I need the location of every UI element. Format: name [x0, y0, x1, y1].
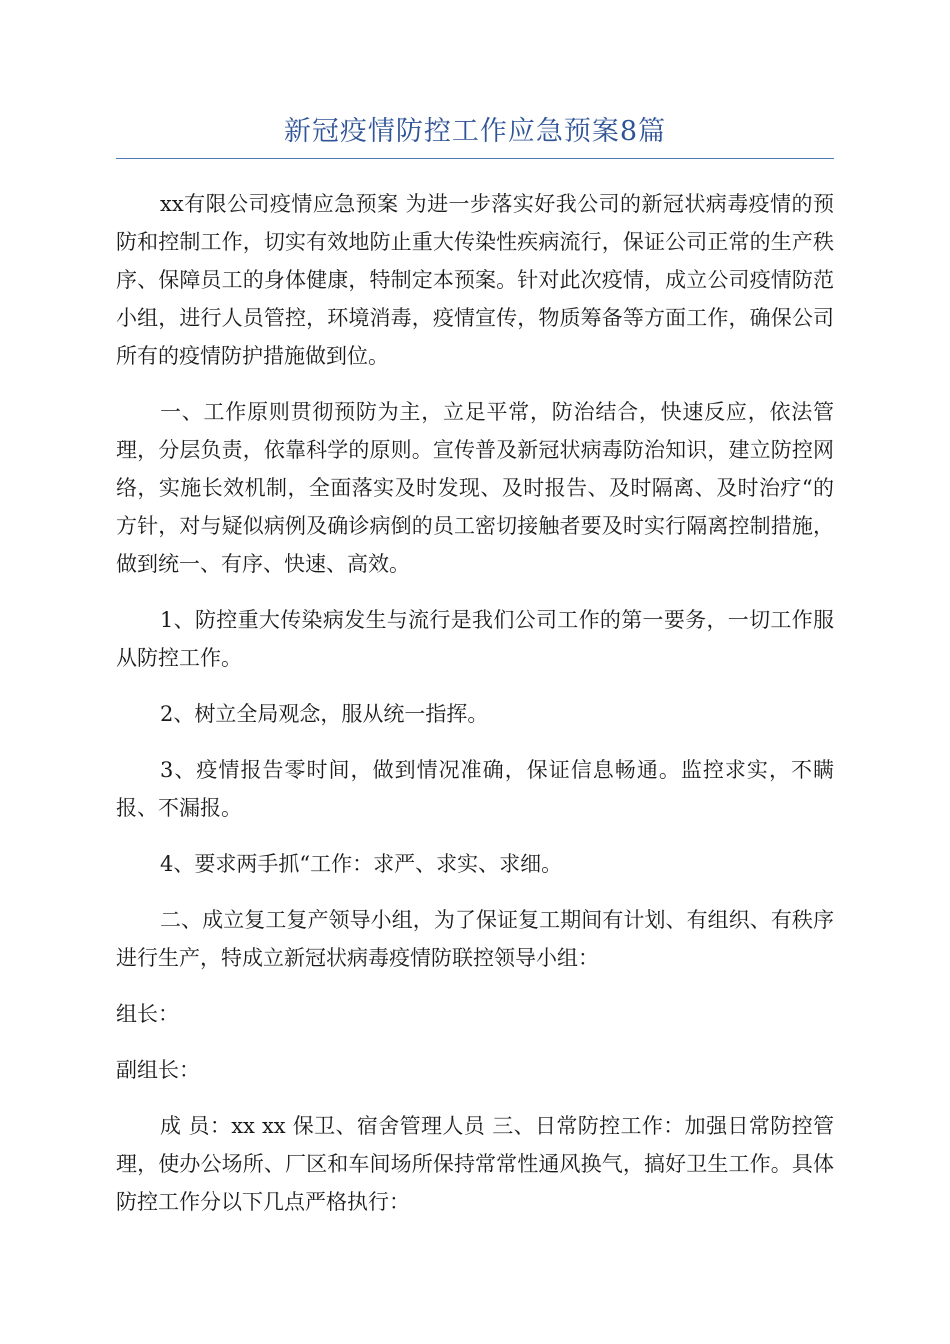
paragraph-group-leader: 组长：	[116, 1002, 179, 1026]
paragraph-leadership-group: 二、成立复工复产领导小组，为了保证复工期间有计划、有组织、有秩序进行生产，特成立新冠状病毒疫情防联控领导小组：	[116, 908, 834, 970]
paragraph-members-daily-control: 成 员：xx xx 保卫、宿舍管理人员 三、日常防控工作：加强日常防控管理，使办公场所、厂区和车间场所保持常常性通风换气，搞好卫生工作。具体防控工作分以下几点严格执行：	[116, 1114, 834, 1214]
document-page	[116, 112, 834, 1239]
paragraph-principles: 一、工作原则贯彻预防为主，立足平常，防治结合，快速反应，依法管理，分层负责，依靠科学的原则。宣传普及新冠状病毒防治知识，建立防控网络，实施长效机制，全面落实及时发现、及时报告、及时隔离、及时治疗“的方针，对与疑似病例及确诊病倒的员工密切接触者要及时实行隔离控制措施，做到统一、有序、快速、高效。	[116, 400, 834, 576]
title-block	[116, 112, 834, 159]
document-title: 新冠疫情防控工作应急预案8篇	[283, 116, 667, 147]
paragraph-item-3: 3、疫情报告零时间，做到情况准确，保证信息畅通。监控求实，不瞒报、不漏报。	[116, 758, 834, 820]
paragraph-item-2: 2、树立全局观念，服从统一指挥。	[160, 702, 489, 726]
paragraph-item-4: 4、要求两手抓“工作：求严、求实、求细。	[160, 852, 563, 876]
document-body	[116, 185, 834, 1221]
paragraph-intro: xx有限公司疫情应急预案 为进一步落实好我公司的新冠状病毒疫情的预防和控制工作，切实有效地防止重大传染性疾病流行，保证公司正常的生产秩序、保障员工的身体健康，特制定本预案。针对此次疫情，成立公司疫情防范小组，进行人员管控，环境消毒，疫情宣传，物质筹备等方面工作，确保公司所有的疫情防护措施做到位。	[116, 192, 834, 368]
paragraph-item-1: 1、防控重大传染病发生与流行是我们公司工作的第一要务，一切工作服从防控工作。	[116, 608, 834, 670]
paragraph-deputy-leader: 副组长：	[116, 1058, 200, 1082]
